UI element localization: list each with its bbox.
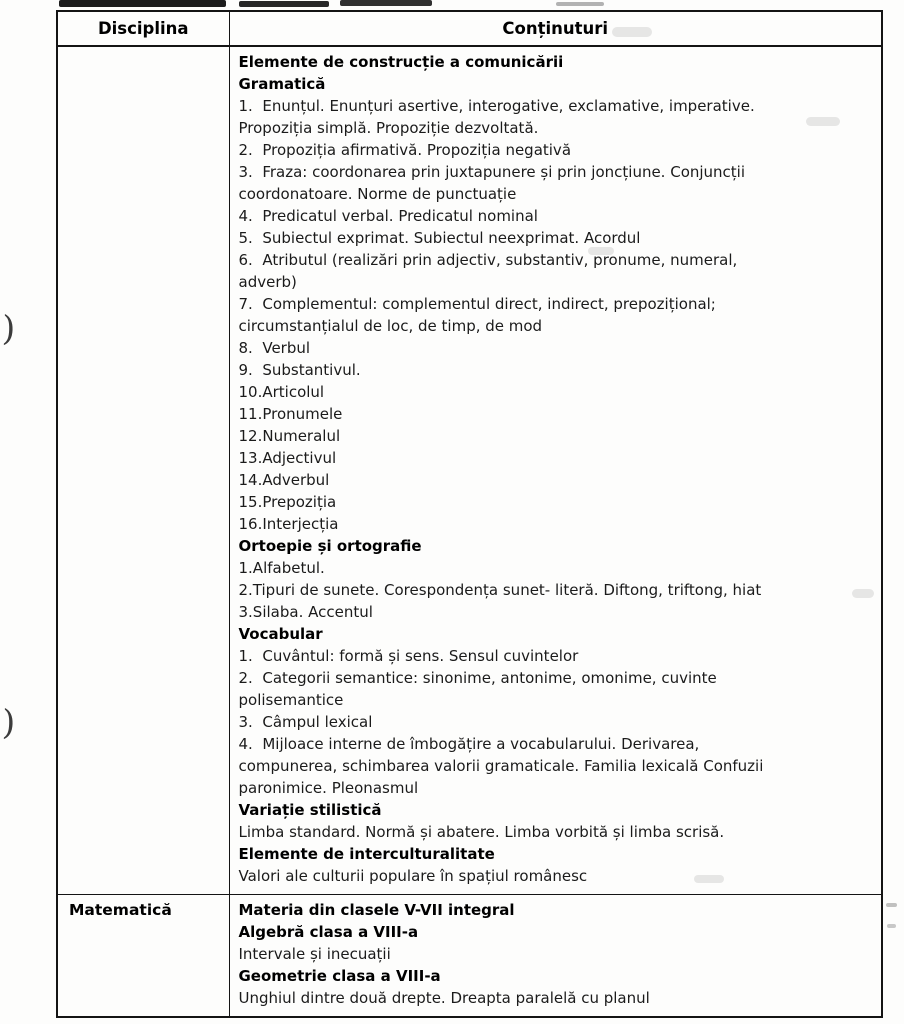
content-line: 4. Predicatul verbal. Predicatul nominal: [238, 207, 538, 225]
content-line: compunerea, schimbarea valorii gramaticale. Familia lexicală Confuzii: [238, 757, 764, 775]
content-line: 3. Câmpul lexical: [238, 713, 373, 731]
column-header-continuturi: Conținuturi: [229, 11, 882, 46]
content-line: 10.Articolul: [238, 383, 325, 401]
content-line: 2. Propoziția afirmativă. Propoziția negativă: [238, 141, 572, 159]
content-line: 4. Mijloace interne de îmbogățire a vocabularului. Derivarea,: [238, 735, 700, 753]
margin-mark: ): [1, 308, 16, 350]
scan-artifact: [340, 0, 432, 6]
scan-artifact: [59, 0, 226, 7]
content-cell: [229, 895, 882, 1018]
content-line: Limba standard. Normă și abatere. Limba vorbită și limba scrisă.: [238, 823, 725, 841]
table-header-row: [57, 11, 882, 46]
content-line: 12.Numeralul: [238, 427, 341, 445]
content-heading: Elemente de interculturalitate: [238, 845, 495, 863]
content-line: Unghiul dintre două drepte. Dreapta paralelă cu planul: [238, 989, 650, 1007]
scan-artifact: [556, 2, 604, 6]
content-line: 1. Enunțul. Enunțuri asertive, interogative, exclamative, imperative.: [238, 97, 755, 115]
content-heading: Ortoepie și ortografie: [238, 537, 422, 555]
content-line: 1.Alfabetul.: [238, 559, 325, 577]
content-line: 5. Subiectul exprimat. Subiectul neexprimat. Acordul: [238, 229, 641, 247]
content-line: 8. Verbul: [238, 339, 311, 357]
scan-smudge: [887, 924, 896, 928]
content-line: 2. Categorii semantice: sinonime, antonime, omonime, cuvinte: [238, 669, 717, 687]
scan-artifact: [239, 1, 329, 7]
table-row: [57, 895, 882, 1018]
content-line: 14.Adverbul: [238, 471, 330, 489]
content-line: 3.Silaba. Accentul: [238, 603, 373, 621]
discipline-cell: Matematică: [57, 895, 229, 1018]
content-line: 7. Complementul: complementul direct, indirect, prepozițional;: [238, 295, 716, 313]
content-heading: Variație stilistică: [238, 801, 382, 819]
content-line: 6. Atributul (realizări prin adjectiv, substantiv, pronume, numeral,: [238, 251, 738, 269]
table-row: [57, 46, 882, 895]
content-line: circumstanțialul de loc, de timp, de mod: [238, 317, 543, 335]
content-heading: Geometrie clasa a VIII-a: [238, 967, 441, 985]
content-line: Valori ale culturii populare în spațiul românesc: [238, 867, 588, 885]
discipline-cell: [57, 46, 229, 895]
content-line: 3. Fraza: coordonarea prin juxtapunere și prin joncțiune. Conjuncții: [238, 163, 746, 181]
content-line: adverb): [238, 273, 297, 291]
curriculum-table: [56, 10, 883, 1018]
content-heading: Algebră clasa a VIII-a: [238, 923, 419, 941]
content-line: paronimice. Pleonasmul: [238, 779, 419, 797]
content-heading: Materia din clasele V-VII integral: [238, 901, 515, 919]
content-line: polisemantice: [238, 691, 344, 709]
content-line: 11.Pronumele: [238, 405, 343, 423]
content-heading: Gramatică: [238, 75, 326, 93]
content-line: Intervale și inecuații: [238, 945, 391, 963]
content-line: 1. Cuvântul: formă și sens. Sensul cuvintelor: [238, 647, 579, 665]
content-line: 16.Interjecția: [238, 515, 339, 533]
content-line: 15.Prepoziția: [238, 493, 337, 511]
content-line: Propoziția simplă. Propoziție dezvoltată.: [238, 119, 539, 137]
content-cell: [229, 46, 882, 895]
column-header-disciplina: Disciplina: [57, 11, 229, 46]
content-heading: Elemente de construcție a comunicării: [238, 53, 564, 71]
content-heading: Vocabular: [238, 625, 323, 643]
content-line: 13.Adjectivul: [238, 449, 337, 467]
content-line: 2.Tipuri de sunete. Corespondența sunet- literă. Diftong, triftong, hiat: [238, 581, 762, 599]
margin-mark: ): [1, 702, 16, 744]
content-line: coordonatoare. Norme de punctuație: [238, 185, 517, 203]
content-line: 9. Substantivul.: [238, 361, 361, 379]
scan-smudge: [886, 903, 897, 907]
